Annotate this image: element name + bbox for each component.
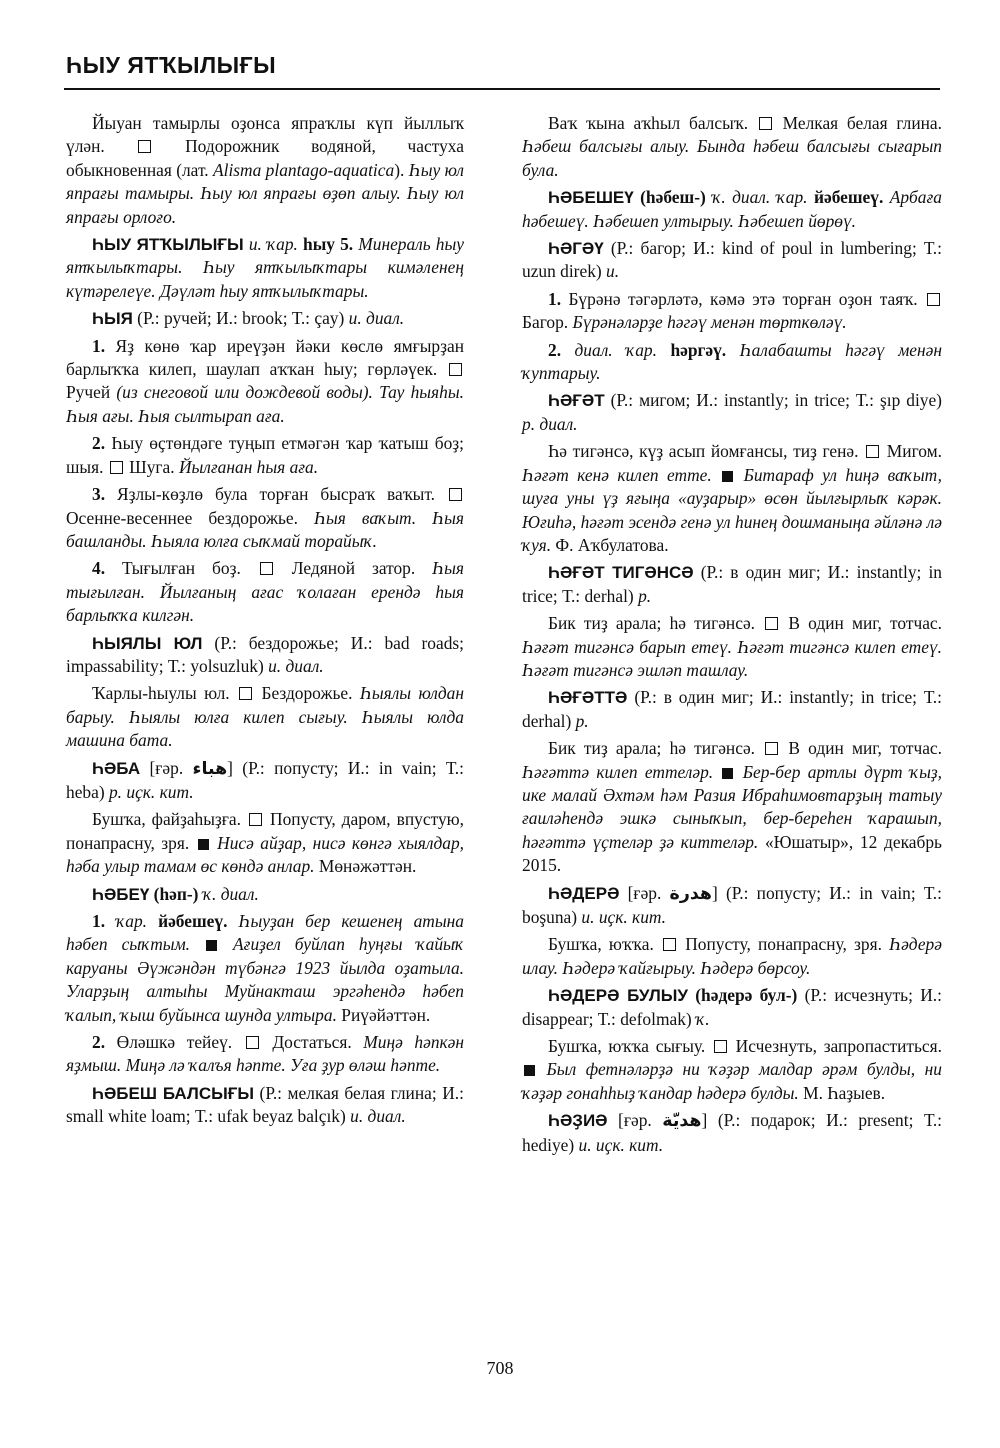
cross-reference: йәбешеү. — [813, 187, 884, 208]
russian-note: (из снеговой или дождевой воды). — [116, 382, 373, 403]
definition: Ваҡ ҡына аҡһыл балсыҡ. — [548, 113, 749, 133]
citation-source: Риүәйәттән. — [341, 1004, 431, 1025]
sense — [66, 432, 464, 479]
russian-equivalent: Осенне-весеннее бездорожье. — [66, 507, 298, 528]
sense-number: 4. — [92, 558, 106, 579]
sense — [66, 1031, 464, 1078]
definition: Ҡарлы-һыулы юл. — [92, 683, 230, 704]
entry — [66, 757, 464, 805]
sense — [66, 335, 464, 429]
translations: (Р.: попусту; И.: in vain; Т.: boşuna) — [522, 882, 942, 927]
russian-marker-icon — [927, 293, 940, 306]
cross-reference: һыу 5. — [303, 234, 354, 255]
definition: Бушҡа, юҡҡа сығыу. — [548, 1036, 706, 1057]
russian-equivalent: Мелкая белая глина. — [782, 113, 943, 133]
etymology-source: [ғәр. — [618, 1110, 652, 1131]
citation-source: М. Һаҙыев. — [803, 1082, 886, 1103]
entry — [522, 237, 942, 284]
definition: Йыуан тамырлы оҙонса япраҡлы күп йыллыҡ үлән. — [66, 113, 464, 157]
translations: (Р.: в один миг; И.: instantly; in trice; Т.: derhal) — [522, 562, 942, 606]
definition: Һыу өҫтөндәге туңып етмәгән ҡар ҡатыш боҙ; шыя. — [66, 433, 464, 477]
sense-number: 2. — [92, 1032, 106, 1053]
headword: ҺӘҘИӘ — [548, 1111, 608, 1131]
arabic-etymon: هباء — [192, 758, 228, 779]
example: Бүрәнәләрҙе һәгәү менән төрткөләү. — [572, 312, 847, 333]
example: Һәдерә илау. Һәдерә ҡайғырыу. Һәдерә бөрсоу. — [522, 934, 942, 978]
right-column — [522, 112, 942, 1161]
translations: (Р.: багор; И.: kind of poul in lumbering; Т.: uzun direk) — [522, 238, 942, 282]
grammar-label: р. иҫк. кит. — [108, 781, 194, 802]
translations: (Р.: мигом; И.: instantly; in trice; Т.: şıp diye) — [610, 390, 942, 411]
russian-marker-icon — [866, 445, 879, 458]
sense — [66, 910, 464, 1027]
russian-marker-icon — [663, 938, 676, 951]
example: Һыя тығылған. Йылғаның ағас ҡолаған ерендә һыя барлыҡҡа килгән. — [66, 558, 465, 626]
sense — [522, 933, 942, 980]
grammar-label: ҡ. диал. — [202, 883, 259, 904]
grammar-label: р. — [638, 585, 652, 606]
example: Бер-бер артлы дүрт ҡыҙ, ике малай Әхтәм һәм Разия Ибраһимовтарҙың татыу ғаиләһендә эшкә сыныҡып, бер-береһен ҡарашып, һәғәттә үҫтеләр ҙә киттеләр. — [522, 761, 942, 852]
translations: (Р.: попусту; И.: in vain; Т.: heba) — [66, 757, 464, 802]
entry — [66, 1082, 464, 1129]
sense — [522, 1035, 942, 1105]
russian-marker-icon — [714, 1040, 727, 1053]
entry — [522, 561, 942, 608]
example: Ағиҙел буйлап һуңғы ҡайыҡ каруаны Әүжәндән түбәнгә 1923 йылда оҙатыла. Уларҙың алтыһы Муйнакташ эргәһендә һәбеп ҡалып, ҡыш буйынса шунда ултыра. — [66, 934, 464, 1025]
example: Һалабашты һәгәү менән ҡуптарыу. — [522, 339, 942, 384]
headword: ҺӘҒӘТ — [548, 391, 605, 411]
russian-marker-icon — [110, 461, 123, 474]
russian-equivalent: Мигом. — [886, 441, 942, 462]
russian-marker-icon — [765, 742, 778, 755]
sense — [66, 808, 464, 878]
russian-equivalent: Попусту, понапрасну, зря. — [685, 934, 882, 955]
entry — [522, 1109, 942, 1157]
russian-marker-icon — [260, 562, 273, 575]
grammar-label: р. диал. — [522, 413, 578, 434]
sense — [66, 483, 464, 553]
example: Тау һыяһы. Һыя ағы. Һыя сылтырап аға. — [66, 382, 464, 426]
russian-marker-icon — [138, 140, 151, 153]
russian-marker-icon — [449, 488, 462, 501]
russian-marker-icon — [239, 687, 252, 700]
sense-number: 1. — [92, 911, 106, 931]
definition: Тығылған боҙ. — [122, 558, 241, 579]
definition: Өләшкә тейеү. — [116, 1032, 233, 1053]
example: Һыуҙан бер кешенең атына һәбеп сыҡтым. — [66, 911, 464, 955]
russian-equivalent: Подорожник водяной, частуха обыкновенная (лат. — [66, 136, 464, 180]
grammar-label: и. иҫк. кит. — [581, 907, 667, 927]
sense — [522, 612, 942, 682]
running-head: ҺЫУ ЯТҠЫЛЫҒЫ — [66, 52, 277, 78]
russian-equivalent: Багор. — [522, 312, 569, 333]
grammar-label: ҡ. — [696, 1008, 710, 1029]
entry — [522, 686, 942, 733]
russian-equivalent: Исчезнуть, запропаститься. — [735, 1036, 942, 1057]
grammar-label: ҡ. диал. ҡар. — [712, 187, 808, 208]
sense — [66, 557, 464, 627]
grammar-label: и. ҡар. — [248, 234, 298, 255]
citation-marker-icon — [206, 940, 217, 951]
translations: (Р.: в один миг; И.: instantly; in trice; Т.: derhal) — [522, 687, 942, 731]
russian-equivalent: Ручей — [66, 382, 111, 403]
sense-number: 2. — [548, 339, 562, 360]
example: Йылғанан һыя аға. — [178, 456, 319, 477]
example: Һәғәттә килеп еттеләр. — [522, 761, 714, 782]
etymology-close: ] — [701, 1110, 708, 1131]
headword: ҺӘБЕШЕҮ — [548, 188, 634, 208]
citation-source: «Юшатыр», 12 декабрь 2015. — [522, 831, 942, 876]
grammar-label: р. — [575, 710, 589, 731]
headword: ҺЫУ ЯТҠЫЛЫҒЫ — [92, 235, 244, 255]
example: Һыя ваҡыт. Һыя башланды. Һыяла юлға сыҡмай торайыҡ. — [66, 507, 464, 551]
definition: Һә тигәнсә, күҙ асып йомғансы, тиҙ генә. — [548, 441, 859, 462]
example: Һәғәт кенә килеп етте. — [522, 464, 712, 485]
russian-marker-icon — [249, 813, 262, 826]
entry — [66, 233, 464, 303]
russian-equivalent: Бездорожье. — [261, 683, 353, 704]
grammar-label: диал. ҡар. — [574, 339, 657, 360]
example: Нисә айҙар, нисә көнгә хыялдар, һәба улыр тамам өс көндә анлар. — [66, 832, 465, 877]
grammar-label: и. — [606, 261, 620, 282]
citation-source: Ф. Аҡбулатова. — [555, 534, 669, 555]
headword: ҺӘҒӘТ ТИГӘНСӘ — [548, 563, 694, 583]
russian-marker-icon — [759, 117, 772, 130]
translations: (Р.: подарок; И.: present; Т.: hediye) — [522, 1110, 943, 1155]
etymology-close: ] — [227, 757, 233, 778]
definition: Бүрәнә тәгәрләтә, кәмә этә торған оҙон таяҡ. — [568, 288, 918, 309]
sense-number: 2. — [92, 433, 106, 454]
translations: (Р.: исчезнуть; И.: disappear; Т.: defolmak) — [522, 985, 942, 1029]
russian-marker-icon — [246, 1036, 259, 1049]
example: Һыялы юлдан барыу. Һыялы юлға килеп сығыу. Һыялы юлда машина бата. — [66, 683, 465, 751]
russian-equivalent: Ледяной затор. — [291, 558, 416, 579]
header-rule — [64, 88, 940, 90]
etymology-source: [ғәр. — [627, 882, 662, 903]
russian-equivalent: Шуга. — [129, 456, 175, 477]
definition: Бушҡа, юҡҡа. — [548, 934, 654, 955]
russian-equivalent: В один миг, тотчас. — [788, 738, 942, 759]
example: Минераль һыу ятҡылыҡтары. Һыу ятҡылыҡтары кимәленең күтәрелеүе. Дәүләт һыу ятҡылыҡтары. — [66, 234, 464, 301]
russian-equivalent: Попусту, даром, впустую, понапрасну, зря. — [66, 809, 464, 853]
headword: ҺӘБА — [92, 758, 141, 778]
entry — [522, 186, 942, 233]
entry-continuation — [66, 112, 464, 229]
stem-form: (һәбеш-) — [640, 187, 706, 208]
example: Һәғәт тигәнсә барып етеү. Һәғәт тигәнсә килеп етеү. Һәғәт тигәнсә эшләп ташлау. — [522, 636, 942, 680]
russian-marker-icon — [765, 617, 778, 630]
example: Арбаға һәбешеү. Һәбешеп ултырыу. Һәбешеп йөрөү. — [522, 187, 942, 231]
russian-equivalent: Достаться. — [272, 1032, 352, 1053]
translations: (Р.: ручей; И.: brook; Т.: çay) — [137, 308, 345, 329]
russian-equivalent: В один миг, тотчас. — [788, 613, 942, 634]
translations: (Р.: мелкая белая глина; И.: small white loam; Т.: ufak beyaz balçık) — [66, 1082, 464, 1127]
sense — [522, 339, 942, 386]
definition: Яҙлы-көҙлө була торған бысраҡ ваҡыт. — [117, 484, 436, 505]
headword: ҺӘБЕШ БАЛСЫҒЫ — [92, 1083, 255, 1103]
citation-marker-icon — [524, 1065, 535, 1076]
translations: (Р.: бездорожье; И.: bad roads; impassability; Т.: yolsuzluk) — [66, 632, 464, 676]
headword: ҺӘҒӘТТӘ — [548, 688, 628, 708]
sense — [522, 737, 942, 877]
headword: ҺӘДЕРӘ БУЛЫУ — [548, 986, 688, 1006]
citation-marker-icon — [198, 839, 209, 850]
etymology-source: [ғәр. — [149, 757, 184, 778]
entry — [522, 882, 942, 930]
grammar-label: и. диал. — [268, 655, 324, 676]
sense-number: 1. — [548, 288, 562, 309]
entry — [66, 883, 464, 906]
citation-source: Мөнәжәттән. — [318, 856, 417, 877]
definition: Бушҡа, файҙаһыҙға. — [92, 809, 242, 830]
cross-reference: һәргәү. — [670, 339, 727, 360]
grammar-label: и. иҫк. кит. — [578, 1134, 664, 1155]
example: Һыу юл япрағы тамыры. Һыу юл япрағы өҙөп алыу. Һыу юл япрағы орлоғо. — [66, 159, 464, 227]
entry-continuation — [522, 112, 942, 182]
latin-name: Alisma plantago-aquatica — [213, 159, 395, 180]
entry — [522, 389, 942, 436]
headword: ҺӘБЕҮ — [92, 884, 150, 904]
definition: Яҙ көнө ҡар иреүҙән йәки көслө ямғырҙан барлыҡҡа килеп, шаулап аҡҡан һыу; гөрләүек. — [66, 335, 464, 380]
citation-marker-icon — [722, 471, 733, 482]
arabic-etymon: هدرة — [669, 883, 712, 904]
example: Миңә һәпкән яҙмыш. Миңә лә ҡалъя һәпте. Уға ҙур өләш һәпте. — [66, 1032, 464, 1076]
entry — [66, 632, 464, 679]
sense — [522, 440, 942, 557]
headword: ҺЫЯЛЫ ЮЛ — [92, 633, 203, 653]
entry — [66, 307, 464, 330]
definition: Бик тиҙ арала; һә тигәнсә. — [548, 738, 756, 759]
arabic-etymon: هديّة — [662, 1111, 702, 1132]
headword: ҺЫЯ — [92, 309, 133, 329]
headword: ҺӘДЕРӘ — [548, 883, 620, 903]
example: Битараф ул һиңә ваҡыт, шуға уны үҙ яғыңа «ауҙарыр» өсөн йылғырлыҡ кәрәк. Юғиһә, һәғәт эсендә генә ул һинең дошманыңа әйләнә лә ҡуя. — [522, 464, 942, 555]
sense-number: 1. — [92, 335, 106, 356]
page-number: 708 — [486, 1358, 514, 1378]
cross-reference: йәбешеү. — [158, 911, 228, 931]
russian-marker-icon — [449, 363, 462, 376]
sense — [66, 682, 464, 752]
sense-number: 3. — [92, 484, 106, 505]
stem-form: (һәдерә бул-) — [695, 985, 798, 1006]
grammar-label: ҡар. — [116, 911, 148, 931]
etymology-close: ] — [711, 882, 718, 903]
example: Һәбеш балсығы алыу. Бында һәбеш балсығы сығарып була. — [522, 136, 942, 180]
citation-marker-icon — [722, 768, 733, 779]
grammar-label: и. диал. — [350, 1106, 406, 1127]
definition: Бик тиҙ арала; һә тигәнсә. — [548, 613, 756, 634]
entry — [522, 984, 942, 1031]
left-column — [66, 112, 464, 1133]
headword: ҺӘГӘҮ — [548, 239, 604, 259]
sense — [522, 288, 942, 335]
example: Был фетнәләрҙә ни ҡәҙәр малдар әрәм булды, ни ҡәҙәр гонаһһыҙ ҡандар һәдерә булды. — [522, 1059, 942, 1103]
stem-form: (һәп-) — [153, 883, 199, 904]
grammar-label: и. диал. — [348, 308, 405, 329]
punctuation: ). — [394, 159, 405, 180]
